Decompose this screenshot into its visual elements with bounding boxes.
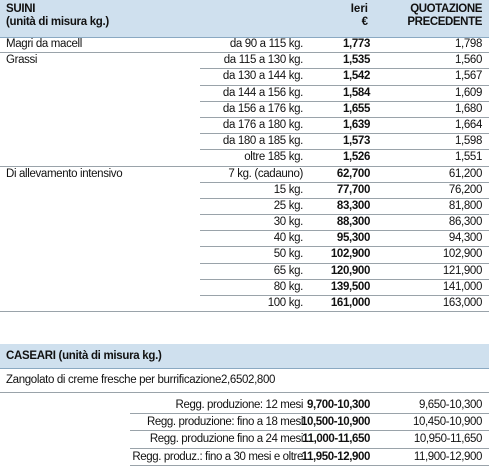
weight-range: da 156 a 176 kg. <box>222 102 303 115</box>
table-row <box>0 449 489 466</box>
row-label: Magri da macell <box>6 38 82 50</box>
weight-range: 65 kg. <box>273 264 303 277</box>
table-row <box>0 247 489 263</box>
ieri-value: 88,300 <box>336 216 370 229</box>
row-divider <box>0 311 489 312</box>
precedente-value: 86,300 <box>448 216 482 229</box>
table-row <box>0 167 489 183</box>
weight-range: da 180 a 185 kg. <box>222 135 303 148</box>
precedente-column-header <box>407 3 482 29</box>
table-row <box>0 414 489 431</box>
ieri-value: 1,639 <box>342 118 370 131</box>
precedente-value: 9,650-10,300 <box>419 399 482 411</box>
table-row <box>0 86 489 102</box>
ieri-value: 161,000 <box>330 297 370 309</box>
ieri-value: 102,900 <box>330 248 370 261</box>
precedente-value: 1,560 <box>454 54 482 67</box>
table-row <box>0 431 489 448</box>
weight-range: oltre 185 kg. <box>244 151 303 164</box>
ieri-value: 1,655 <box>342 102 370 115</box>
precedente-value: 1,680 <box>454 102 482 115</box>
ieri-value: 11,950-12,900 <box>301 450 370 463</box>
precedente-value: 141,000 <box>442 280 482 293</box>
table-row <box>0 102 489 118</box>
precedente-value: 61,200 <box>448 167 482 180</box>
table-row <box>0 280 489 296</box>
precedente-value: 1,567 <box>454 70 482 83</box>
suini-title: SUINI <box>6 3 36 15</box>
precedente-value: 81,800 <box>448 199 482 212</box>
suini-rows <box>0 37 489 312</box>
weight-range: 15 kg. <box>273 183 303 196</box>
ieri-value: 120,900 <box>330 264 370 277</box>
ieri-unit: € <box>361 16 368 28</box>
precedente-value: 76,200 <box>448 183 482 196</box>
weight-range: 100 kg. <box>267 297 303 309</box>
ieri-value: 1,542 <box>342 70 370 83</box>
ieri-label: Ieri <box>350 3 368 15</box>
table-row <box>0 199 489 215</box>
table-row <box>0 296 489 312</box>
ieri-value: 10,500-10,900 <box>301 416 370 429</box>
precedente-value: 10,450-10,900 <box>413 416 482 429</box>
ieri-value: 1,584 <box>342 86 370 99</box>
ieri-value: 77,700 <box>336 183 370 196</box>
precedente-value: 94,300 <box>448 232 482 245</box>
precedente-value: 1,664 <box>454 118 482 131</box>
table-row <box>0 231 489 247</box>
precedente-value: 1,798 <box>454 38 482 50</box>
suini-subtitle: (unità di misura kg.) <box>6 16 109 28</box>
prec-label-2: PRECEDENTE <box>407 16 482 28</box>
table-row <box>0 134 489 150</box>
suini-header <box>0 0 489 38</box>
row-divider <box>130 465 489 466</box>
weight-range: 7 kg. (cadauno) <box>228 167 303 180</box>
ieri-column-header <box>351 3 368 29</box>
ieri-value: 9,700-10,300 <box>307 399 370 411</box>
precedente-value: 1,609 <box>454 86 482 99</box>
ieri-value: 1,573 <box>342 135 370 148</box>
precedente-value: 163,000 <box>442 297 482 309</box>
caseari-rows <box>0 397 489 466</box>
ieri-value: 1,773 <box>342 38 370 50</box>
precedente-value: 1,598 <box>454 135 482 148</box>
precedente-value: 121,900 <box>442 264 482 277</box>
ieri-value: 95,300 <box>336 232 370 245</box>
weight-range: 25 kg. <box>273 199 303 212</box>
weight-range: 80 kg. <box>273 280 303 293</box>
precedente-value: 10,950-11,650 <box>413 433 482 446</box>
weight-range: 40 kg. <box>273 232 303 245</box>
prec-label-1: QUOTAZIONE <box>410 3 482 15</box>
row-label: Regg. produz.: fino a 30 mesi e oltre <box>132 450 303 463</box>
weight-range: da 130 a 144 kg. <box>222 70 303 83</box>
caseari-title: CASEARI (unità di misura kg.) <box>6 350 162 362</box>
table-row <box>0 215 489 231</box>
precedente-value: 1,551 <box>454 151 482 164</box>
table-row <box>0 264 489 280</box>
row-label: Regg. produzione fino a 24 mesi <box>149 433 303 446</box>
weight-range: 30 kg. <box>273 216 303 229</box>
row-label: Grassi <box>6 54 38 67</box>
weight-range: da 144 a 156 kg. <box>222 86 303 99</box>
ieri-value: 1,526 <box>342 151 370 164</box>
table-row <box>0 397 489 414</box>
ieri-value: 62,700 <box>336 167 370 180</box>
row-label: Regg. produzione: fino a 18 mesi <box>147 416 303 429</box>
precedente-value: 102,900 <box>442 248 482 261</box>
weight-range: da 115 a 130 kg. <box>223 54 303 67</box>
weight-range: da 176 a 180 kg. <box>222 118 303 131</box>
weight-range: 50 kg. <box>273 248 303 261</box>
table-row <box>0 183 489 199</box>
ieri-value: 139,500 <box>330 280 370 293</box>
precedente-value: 11,900-12,900 <box>413 450 482 463</box>
ieri-value: 1,535 <box>342 54 370 67</box>
ieri-value: 11,000-11,650 <box>302 433 370 446</box>
caseari-header <box>0 344 489 369</box>
row-label: Di allevamento intensivo <box>6 167 123 180</box>
zangolato-divider <box>0 392 489 393</box>
zangolato-row: Zangolato di creme fresche per burrificazione2,6502,800 <box>6 374 276 386</box>
ieri-value: 83,300 <box>336 199 370 212</box>
weight-range: da 90 a 115 kg. <box>229 38 303 50</box>
table-row <box>0 69 489 85</box>
row-label: Regg. produzione: 12 mesi <box>175 399 303 411</box>
table-row <box>0 118 489 134</box>
table-row <box>0 150 489 166</box>
table-row <box>0 37 489 53</box>
table-row <box>0 53 489 69</box>
